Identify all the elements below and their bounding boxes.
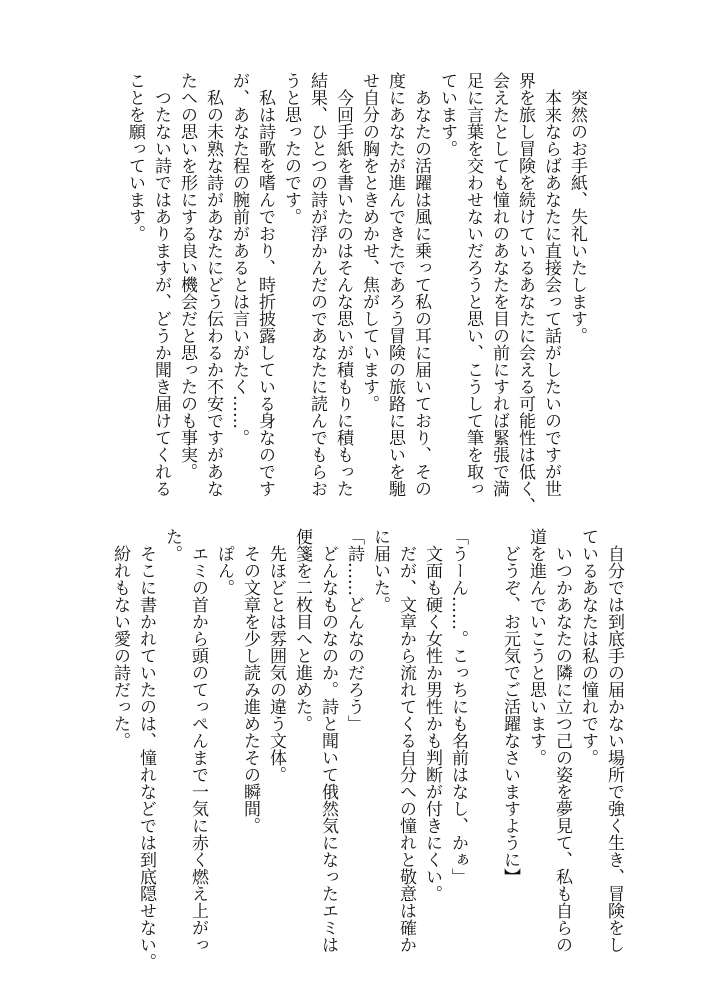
text-line: せ自分の胸をときめかせ、焦がしています。	[359, 72, 379, 412]
text-line: た。	[162, 528, 182, 562]
blank-line	[471, 528, 497, 968]
upper-passage	[122, 72, 590, 512]
text-line: ぽん。	[214, 528, 234, 596]
text-line: たへの思いを形にする良い機会だと思ったのも事実。	[177, 72, 197, 480]
text-line: 先ほどとは雰囲気の違う文体。	[266, 528, 286, 783]
text-line: あなたの活躍は風に乗って私の耳に届いており、その	[411, 72, 431, 497]
text-line: 文面も硬く女性か男性かも判断が付きにくい。	[422, 528, 442, 902]
text-line: エミの首から頭のてっぺんまで一気に赤く燃え上がっ	[188, 528, 208, 953]
text-line: ことを願っています。	[125, 72, 145, 242]
text-line: 結果、ひとつの詩が浮かんだのであなたに読んでもらお	[307, 72, 327, 497]
text-line: 会えたとしても憧れのあなたを目の前にすれば緊張で満	[489, 72, 509, 497]
lower-passage	[107, 528, 627, 968]
text-line: 私は詩歌を嗜んでおり、時折披露している身なのです	[255, 72, 275, 497]
text-line: が、あなた程の腕前があるとは言いがたく……。	[229, 72, 249, 446]
text-line: 「詩……どんなのだろう」	[344, 528, 364, 732]
text-line: 自分では到底手の届かない場所で強く生き、冒険をし	[604, 528, 624, 953]
text-line: に届いた。	[370, 528, 390, 613]
text-line: 紛れもない愛の詩だった。	[110, 528, 130, 749]
text-line: 足に言葉を交わせないだろうと思い、こうして筆を取っ	[463, 72, 483, 497]
text-line: どんなものなのか。詩と聞いて俄然気になったエミは	[318, 528, 338, 953]
text-line: 突然のお手紙、失礼いたします。	[567, 72, 587, 344]
text-line: 私の未熟な詩があなたにどう伝わるか不安ですがあな	[203, 72, 223, 497]
text-line: 道を進んでいこうと思います。	[526, 528, 546, 766]
text-line: そこに書かれていたのは、憧れなどでは到底隠せない。	[136, 528, 156, 970]
text-line: どうぞ、お元気でご活躍なさいますように】	[500, 528, 520, 885]
text-line: ています。	[437, 72, 457, 157]
text-line: 度にあなたが進んできたであろう冒険の旅路に思いを馳	[385, 72, 405, 497]
text-line: 便箋を二枚目へと進めた。	[292, 528, 312, 732]
text-line: だが、文章から流れてくる自分への憧れと敬意は確か	[396, 528, 416, 953]
text-line: 界を旅し冒険を続けているあなたに会える可能性は低く、	[515, 72, 535, 514]
text-line: うと思ったのです。	[281, 72, 301, 225]
text-line: その文章を少し読み進めたその瞬間。	[240, 528, 260, 834]
text-line: ているあなたは私の憧れです。	[578, 528, 598, 766]
text-line: 「うーん……。こっちにも名前はなし、かぁ」	[448, 528, 468, 885]
text-line: 本来ならばあなたに直接会って話がしたいのですが世	[541, 72, 561, 497]
text-line: いつかあなたの隣に立つ己の姿を夢見て、私も自らの	[552, 528, 572, 953]
text-line: 今回手紙を書いたのはそんな思いが積もりに積もった	[333, 72, 353, 497]
text-line: つたない詩ではありますが、どうか聞き届けてくれる	[151, 72, 171, 497]
